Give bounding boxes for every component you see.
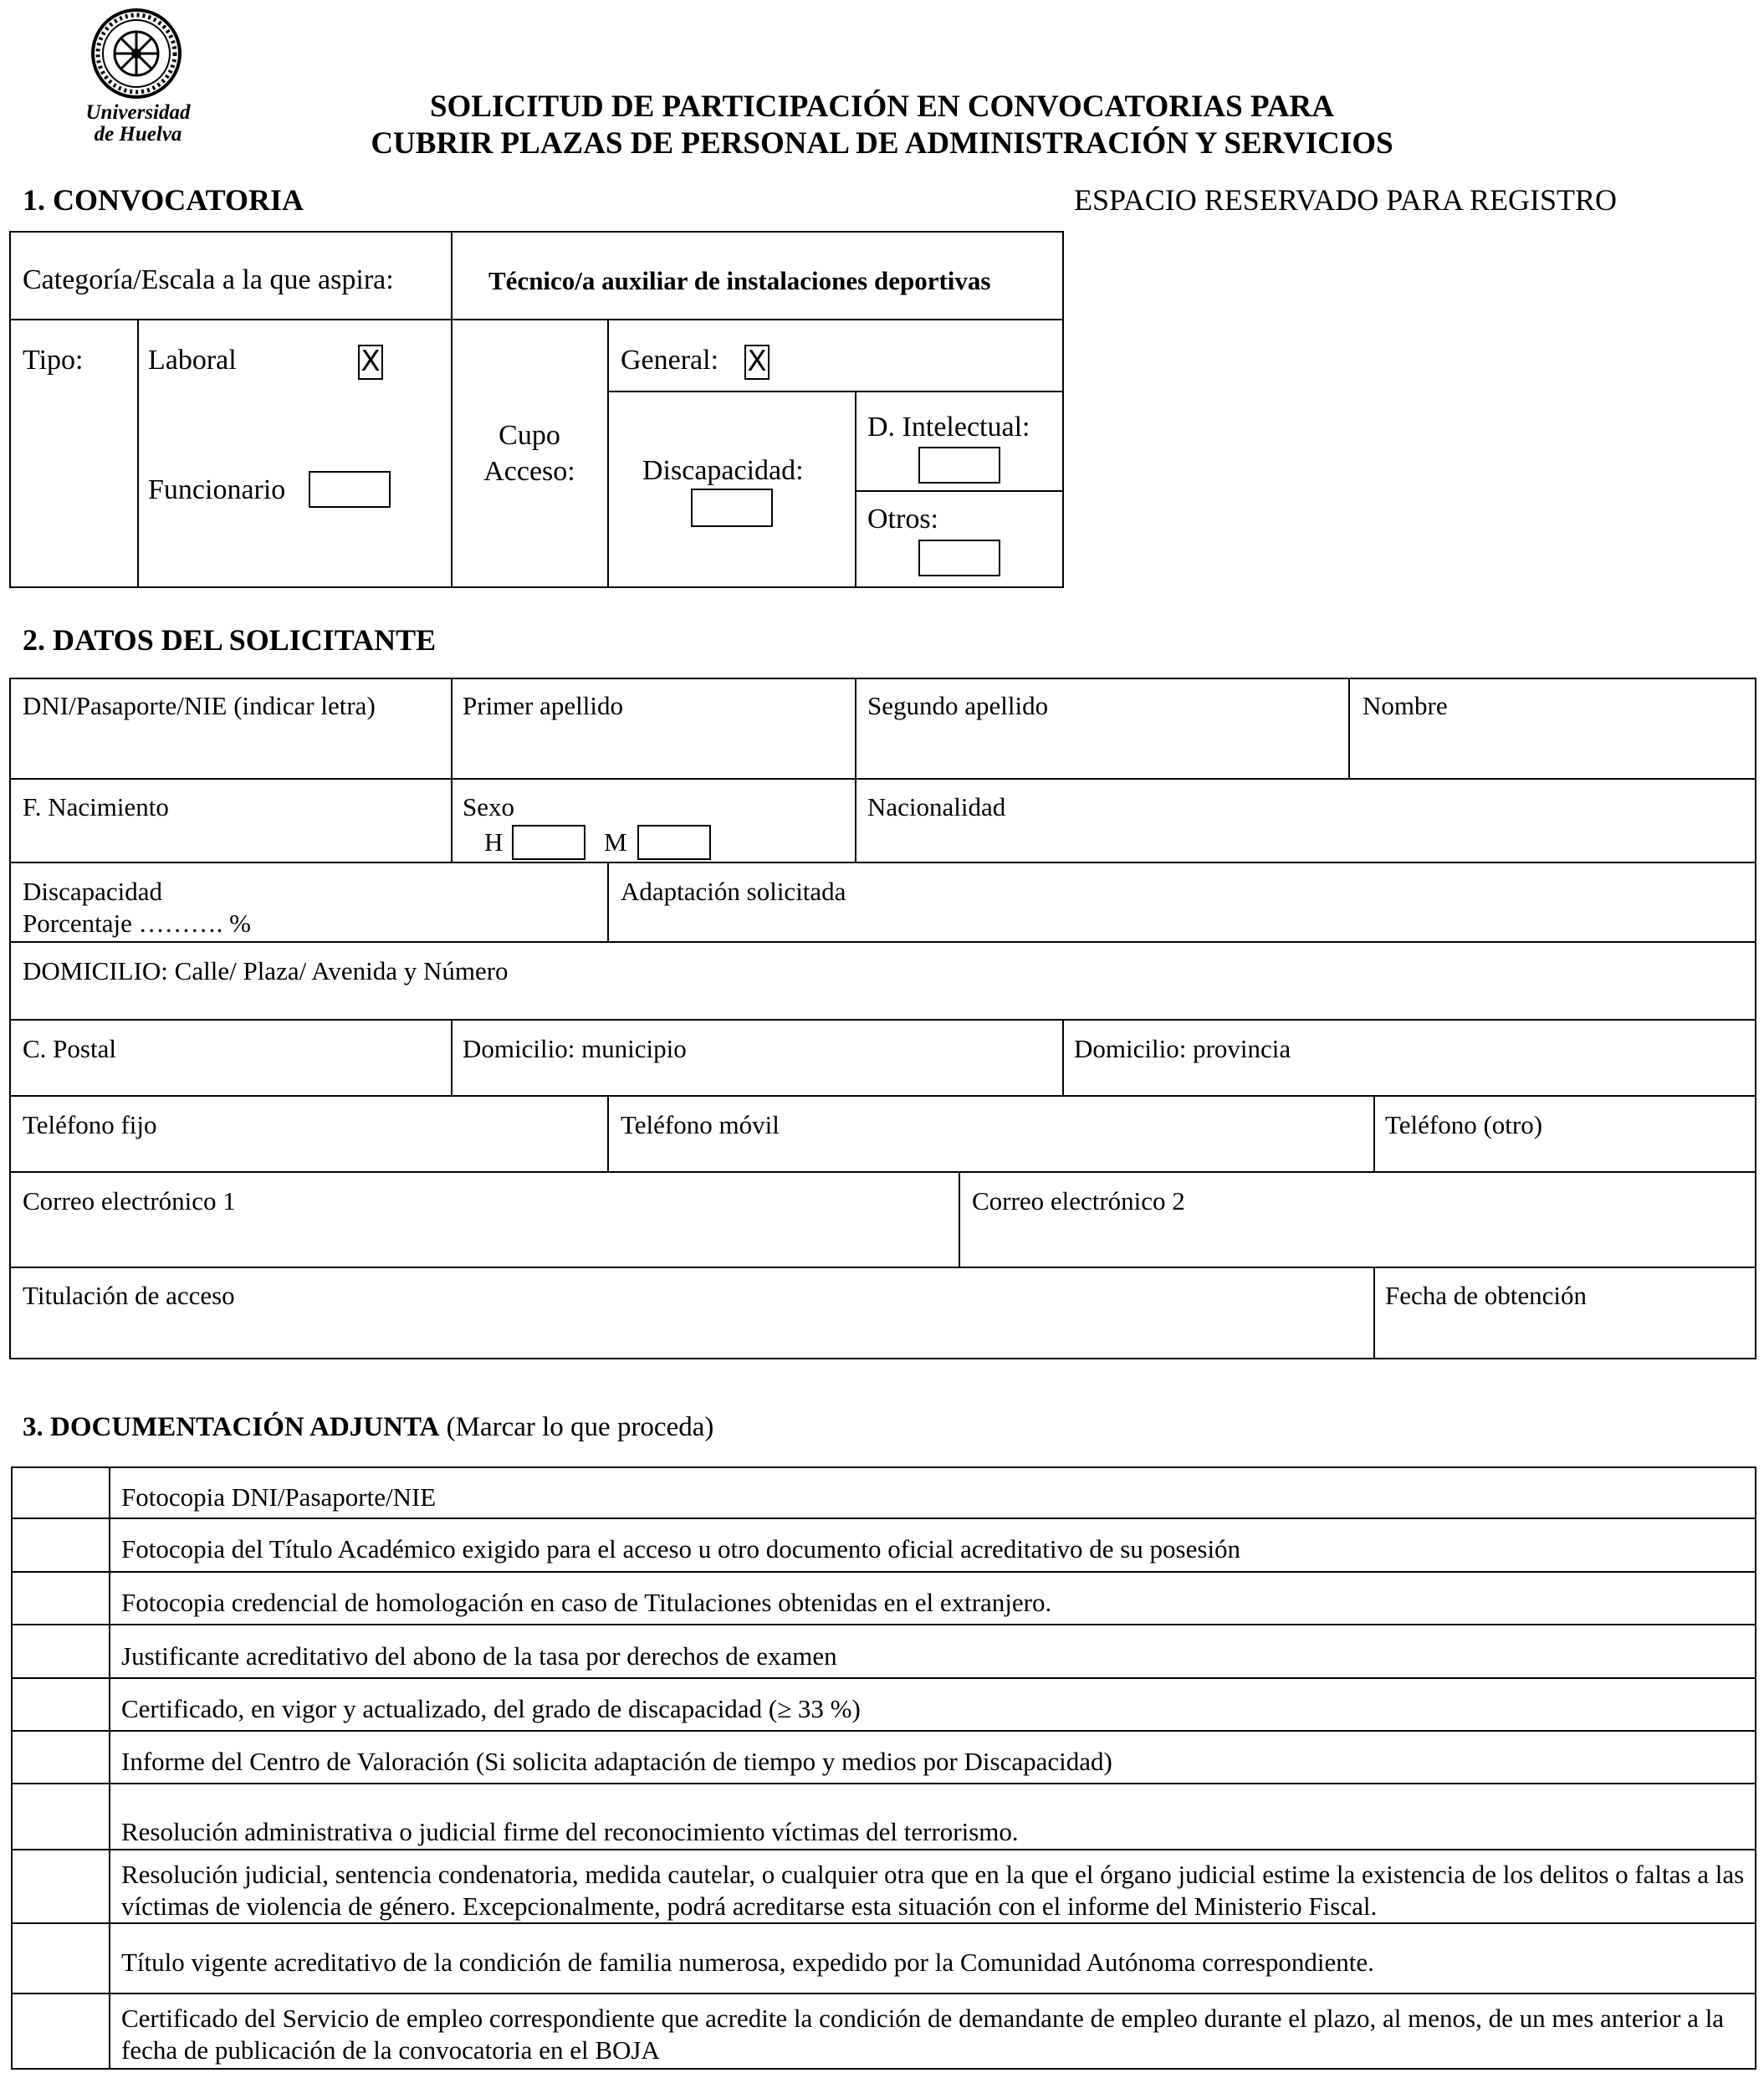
fecha-obtencion-field[interactable]: Fecha de obtención: [1385, 1281, 1588, 1310]
telefono-otro-field[interactable]: Teléfono (otro): [1385, 1110, 1543, 1139]
email-2-field[interactable]: Correo electrónico 2: [972, 1186, 1185, 1216]
adaptacion-field[interactable]: Adaptación solicitada: [621, 877, 846, 906]
doc-item-2: Fotocopia del Título Académico exigido para el acceso u otro documento oficial acreditativo de su posesión: [121, 1534, 1241, 1564]
doc-item-9: Título vigente acreditativo de la condición de familia numerosa, expedido por la Comunidad Autónoma correspondiente.: [121, 1947, 1374, 1977]
institution-line-2: de Huelva: [94, 123, 182, 146]
telefono-fijo-field[interactable]: Teléfono fijo: [23, 1110, 157, 1139]
section-3-heading: [23, 1412, 713, 1443]
fecha-nacimiento-field[interactable]: F. Nacimiento: [23, 792, 169, 821]
doc-checkbox-9[interactable]: [13, 1924, 109, 1993]
doc-item-7: Resolución administrativa o judicial firme del reconocimiento víctimas del terrorismo.: [121, 1817, 1019, 1846]
discapacidad-cupo-label: Discapacidad:: [642, 455, 804, 486]
doc-checkbox-5[interactable]: [13, 1679, 109, 1730]
doc-checkbox-6[interactable]: [13, 1732, 109, 1783]
laboral-checkbox[interactable]: X: [358, 345, 383, 380]
municipio-field[interactable]: Domicilio: municipio: [463, 1034, 687, 1063]
sexo-h-checkbox[interactable]: [512, 825, 585, 860]
doc-checkbox-3[interactable]: [13, 1573, 109, 1624]
section-1-heading: 1. CONVOCATORIA: [23, 183, 304, 217]
doc-item-10: Certificado del Servicio de empleo correspondiente que acredite la condición de demandante de empleo durante el plazo, al menos, de un mes anterior a la fecha de publicación de la convocatoria en el BOJA: [121, 2004, 1725, 2065]
discapacidad-label: Discapacidad: [23, 877, 162, 906]
provincia-field[interactable]: Domicilio: provincia: [1074, 1034, 1291, 1063]
doc-item-1: Fotocopia DNI/Pasaporte/NIE: [121, 1482, 437, 1512]
section-2-heading: 2. DATOS DEL SOLICITANTE: [23, 623, 437, 657]
doc-checkbox-10[interactable]: [13, 1994, 109, 2068]
doc-checkbox-7[interactable]: [13, 1784, 109, 1849]
dni-field[interactable]: DNI/Pasaporte/NIE (indicar letra): [23, 691, 376, 720]
doc-checkbox-2[interactable]: [13, 1519, 109, 1571]
funcionario-label: Funcionario: [148, 474, 286, 505]
segundo-apellido-field[interactable]: Segundo apellido: [867, 691, 1049, 720]
doc-item-8: Resolución judicial, sentencia condenatoria, medida cautelar, o cualquier otra que en la que el órgano judicial estime la existencia de los delitos o faltas a las víctimas de violencia de género. Excepcionalmente, podrá acreditarse esta situación con el informe del Ministerio Fiscal.: [121, 1860, 1745, 1921]
doc-item-5: Certificado, en vigor y actualizado, del grado de discapacidad (≥ 33 %): [121, 1694, 861, 1723]
cupo-label-line-1: Cupo: [499, 420, 560, 451]
doc-checkbox-1[interactable]: [13, 1468, 109, 1518]
doc-checkbox-8[interactable]: [13, 1850, 109, 1922]
general-checkbox[interactable]: X: [744, 345, 770, 380]
category-label: Categoría/Escala a la que aspira:: [23, 264, 394, 295]
primer-apellido-field[interactable]: Primer apellido: [463, 691, 623, 720]
domicilio-field[interactable]: DOMICILIO: Calle/ Plaza/ Avenida y Número: [23, 956, 509, 985]
section-3-heading-note: (Marcar lo que proceda): [446, 1412, 714, 1442]
sexo-h-label: H: [484, 827, 504, 857]
institution-line-1: Universidad: [85, 101, 191, 124]
codigo-postal-field[interactable]: C. Postal: [23, 1034, 116, 1063]
funcionario-checkbox[interactable]: [309, 471, 391, 508]
tipo-label: Tipo:: [23, 345, 84, 376]
section-3-heading-title: 3. DOCUMENTACIÓN ADJUNTA: [23, 1412, 440, 1442]
form-title-line-2: CUBRIR PLAZAS DE PERSONAL DE ADMINISTRACIÓN Y SERVICIOS: [371, 126, 1393, 161]
telefono-movil-field[interactable]: Teléfono móvil: [621, 1110, 780, 1139]
form-title-line-1: SOLICITUD DE PARTICIPACIÓN EN CONVOCATORIAS PARA: [429, 90, 1334, 124]
sexo-m-checkbox[interactable]: [637, 825, 711, 860]
intelectual-label: D. Intelectual:: [867, 412, 1030, 443]
porcentaje-field[interactable]: Porcentaje ………. %: [23, 908, 251, 938]
cupo-label-line-2: Acceso:: [483, 456, 575, 487]
sexo-m-label: M: [604, 827, 627, 857]
nacionalidad-field[interactable]: Nacionalidad: [867, 792, 1006, 821]
intelectual-checkbox[interactable]: [918, 447, 1000, 484]
doc-item-3: Fotocopia credencial de homologación en caso de Titulaciones obtenidas en el extranjero.: [121, 1588, 1052, 1617]
doc-item-6: Informe del Centro de Valoración (Si solicita adaptación de tiempo y medios por Discapacidad): [121, 1747, 1112, 1776]
discapacidad-cupo-checkbox[interactable]: [691, 489, 773, 527]
nombre-field[interactable]: Nombre: [1363, 691, 1448, 720]
laboral-label: Laboral: [148, 345, 237, 376]
doc-item-4: Justificante acreditativo del abono de la tasa por derechos de examen: [121, 1641, 837, 1671]
titulacion-field[interactable]: Titulación de acceso: [23, 1281, 235, 1310]
doc-checkbox-4[interactable]: [13, 1625, 109, 1677]
otros-label: Otros:: [867, 504, 938, 535]
registry-reserved-label: ESPACIO RESERVADO PARA REGISTRO: [1074, 183, 1617, 217]
sexo-label: Sexo: [463, 792, 514, 821]
otros-checkbox[interactable]: [918, 540, 1000, 576]
general-label: General:: [621, 345, 719, 376]
email-1-field[interactable]: Correo electrónico 1: [23, 1186, 236, 1216]
category-value[interactable]: Técnico/a auxiliar de instalaciones deportivas: [488, 266, 991, 295]
